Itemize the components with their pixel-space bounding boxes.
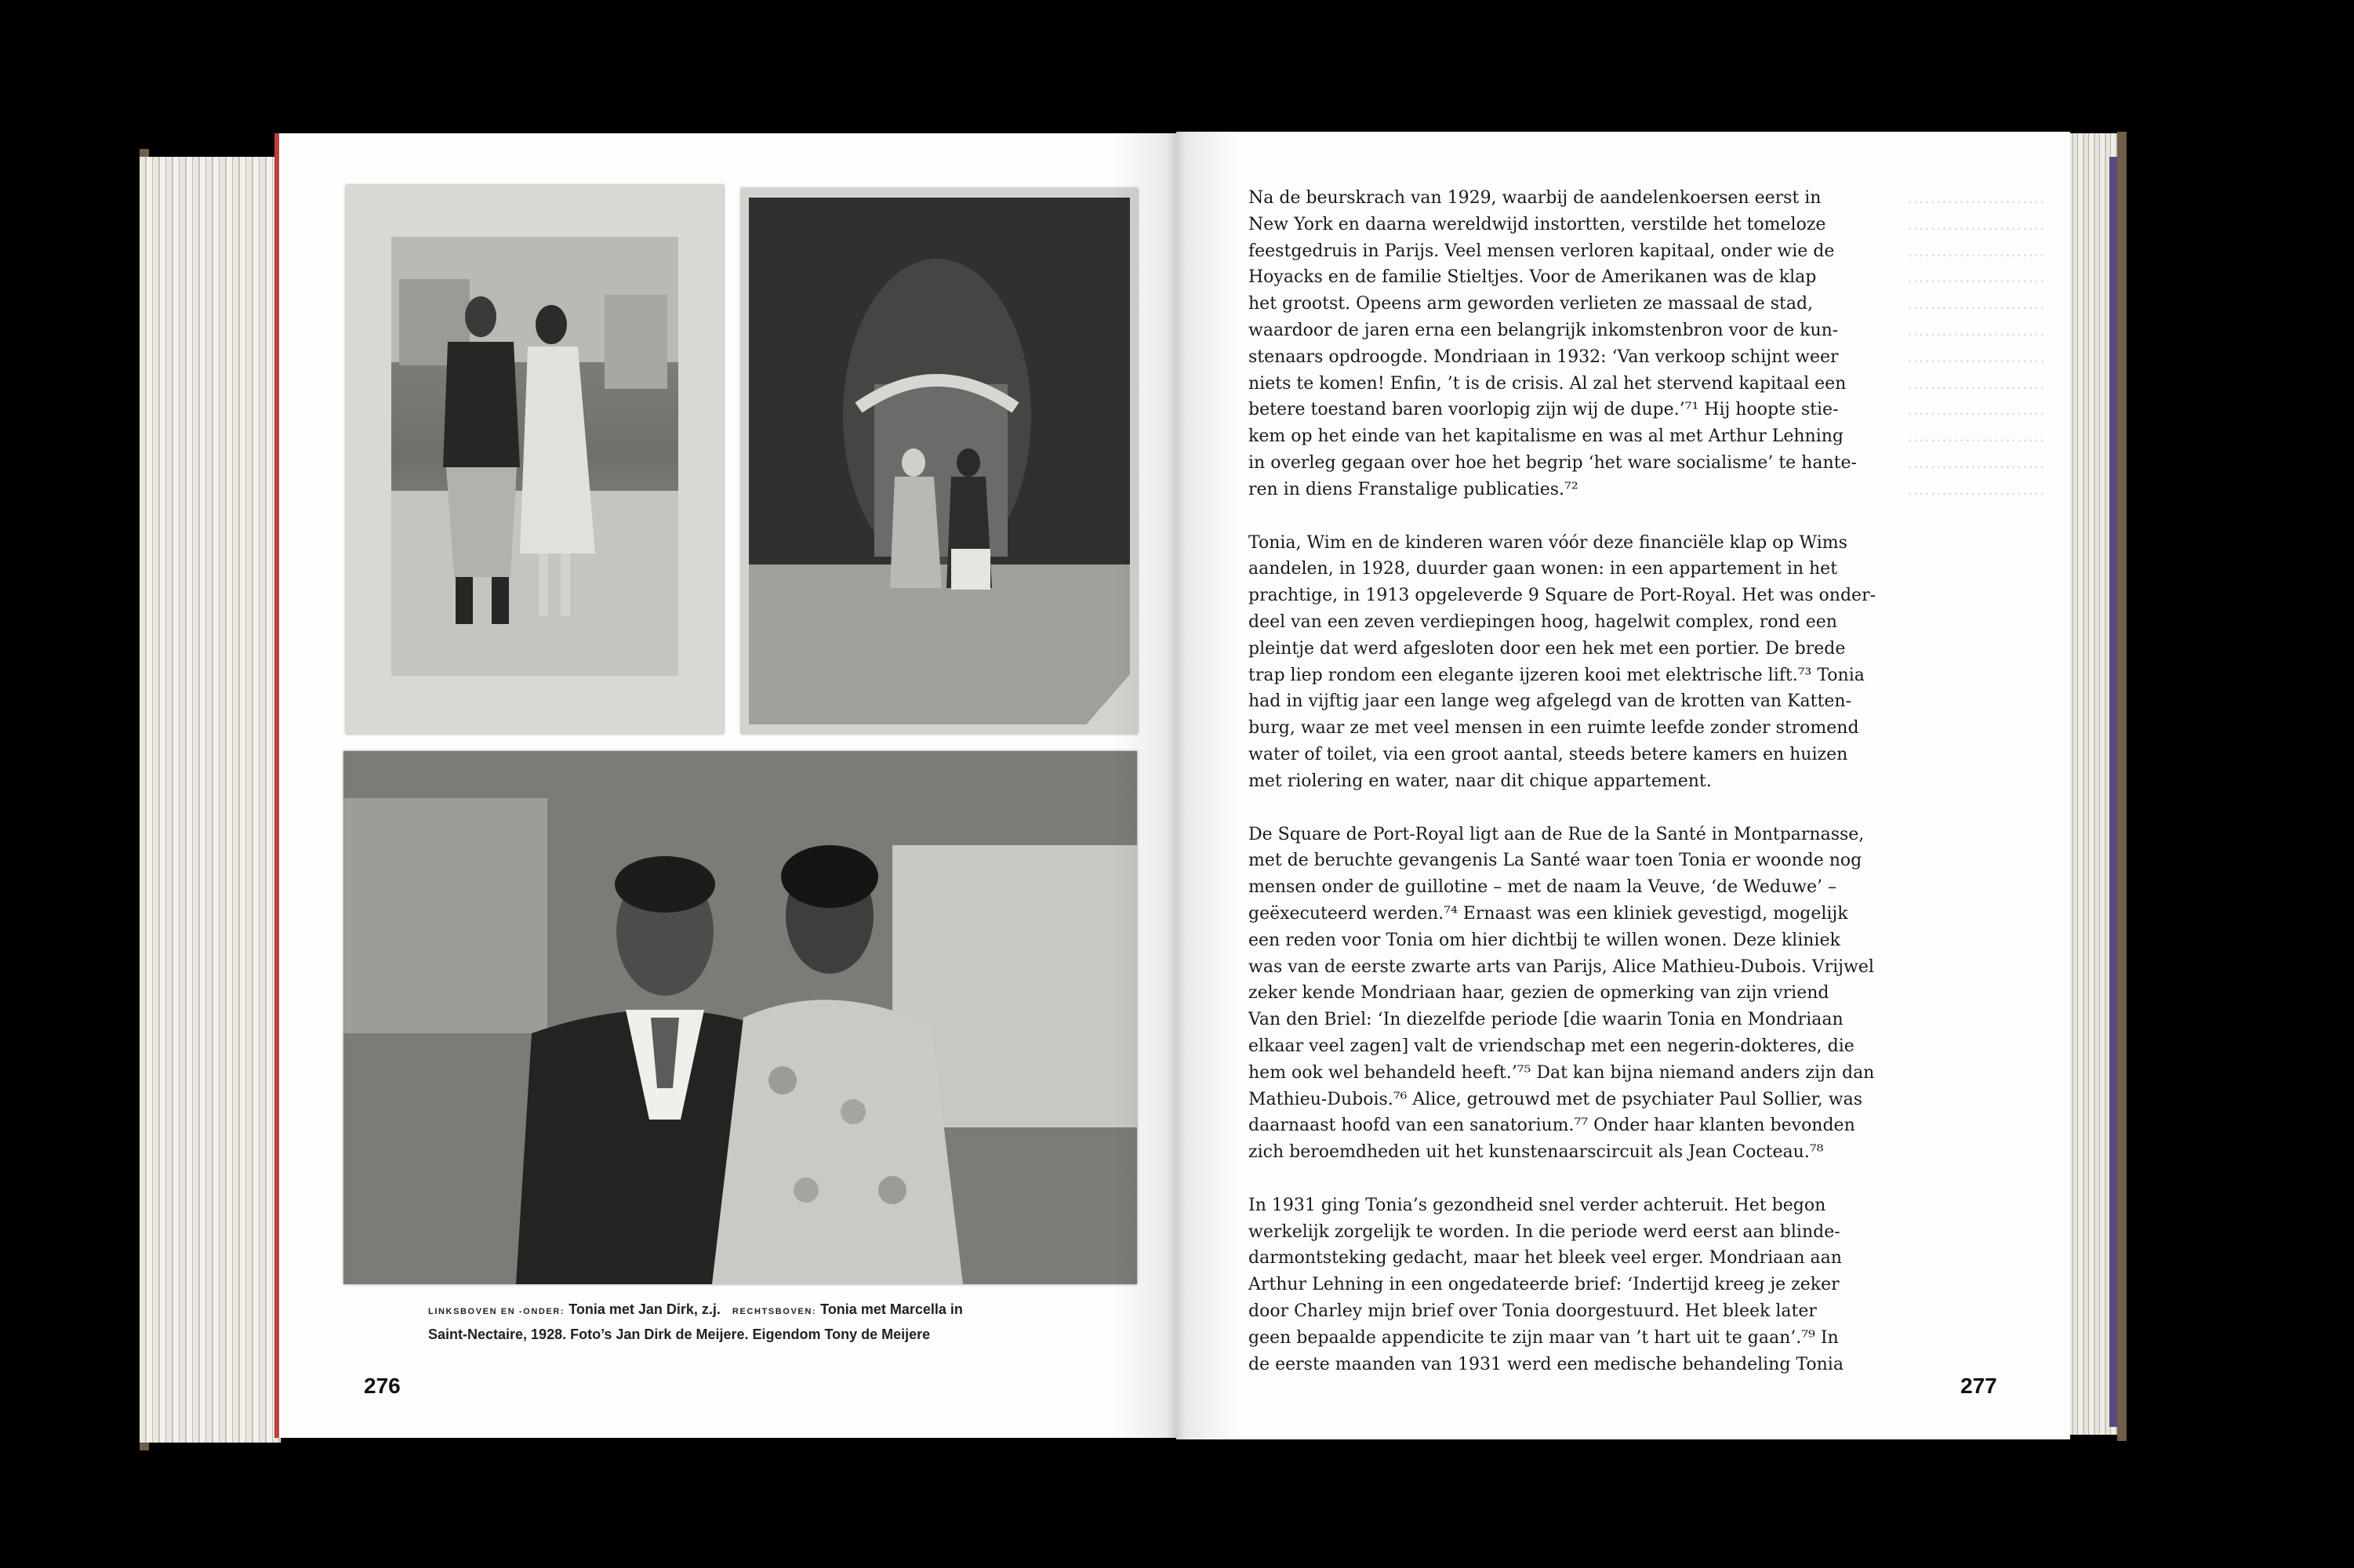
- caption-label-left: LINKSBOVEN EN -ONDER:: [428, 1307, 565, 1316]
- text-line: ren in diens Franstalige publicaties.⁷²: [1248, 479, 1578, 499]
- text-line: geëxecuteerd werden.⁷⁴ Ernaast was een kliniek gevestigd, mogelijk: [1248, 903, 1848, 924]
- text-line: de eerste maanden van 1931 werd een medische behandeling Tonia: [1248, 1354, 1844, 1374]
- text-line: elkaar veel zagen] valt de vriendschap met een negerin-dokteres, die: [1248, 1036, 1855, 1056]
- caption-text-right: Tonia met Marcella in: [820, 1301, 963, 1317]
- text-line: Van den Briel: ‘In diezelfde periode [die waarin Tonia en Mondriaan: [1248, 1010, 1844, 1030]
- text-line: daarnaast hoofd van een sanatorium.⁷⁷ Onder haar klanten bevonden: [1248, 1116, 1855, 1136]
- page-edges-left: [140, 157, 281, 1443]
- photo-tonia-jan-dirk-closeup: [343, 751, 1137, 1284]
- paragraph: [1248, 185, 1868, 503]
- text-line: met riolering en water, naar dit chique appartement.: [1248, 771, 1712, 791]
- text-line: hem ook wel behandeld heeft.’⁷⁵ Dat kan bijna niemand anders zijn dan: [1248, 1062, 1875, 1083]
- text-line: was van de eerste zwarte arts van Parijs, Alice Mathieu-Dubois. Vrijwel: [1248, 956, 1874, 977]
- paragraph: [1248, 530, 1876, 795]
- text-line: in overleg gegaan over hoe het begrip ‘het ware socialisme’ te hante-: [1248, 452, 1857, 473]
- text-line: De Square de Port-Royal ligt aan de Rue de la Santé in Montparnasse,: [1248, 824, 1865, 844]
- text-line: geen bepaalde appendicite te zijn maar van ’t hart uit te gaan’.⁷⁹ In: [1248, 1327, 1839, 1348]
- text-line: door Charley mijn brief over Tonia doorgestuurd. Het bleek later: [1248, 1301, 1817, 1322]
- bookmark-ribbon-edge: [2109, 157, 2117, 1427]
- text-line: Na de beurskrach van 1929, waarbij de aandelenkoersen eerst in: [1248, 188, 1822, 208]
- page-number-left: 276: [364, 1374, 401, 1398]
- text-line: had in vijftig jaar een lange weg afgelegd van de krotten van Katten-: [1248, 691, 1851, 712]
- text-line: prachtige, in 1913 opgeleverde 9 Square de Port-Royal. Het was onder-: [1248, 586, 1876, 606]
- text-line: mensen onder de guillotine – met de naam la Veuve, ‘de Weduwe’ –: [1248, 877, 1837, 898]
- show-through-text: …………………… …………………… …………………… …………………… …………………… …………………… …………………… …………………… …………………… …………………… …………………… ……………………: [1907, 188, 2045, 499]
- text-line: Hoyacks en de familie Stieltjes. Voor de Amerikanen was de klap: [1248, 267, 1817, 288]
- paragraph: [1248, 1192, 1868, 1378]
- text-line: Mathieu-Dubois.⁷⁶ Alice, getrouwd met de psychiater Paul Sollier, was: [1248, 1089, 1862, 1109]
- text-line: Arthur Lehning in een ongedateerde brief: ‘Indertijd kreeg je zeker: [1248, 1275, 1840, 1295]
- page-number-right: 277: [1960, 1374, 1997, 1398]
- text-line: darmontsteking gedacht, maar het bleek veel erger. Mondriaan aan: [1248, 1248, 1842, 1269]
- caption-text-left: Tonia met Jan Dirk, z.j.: [569, 1301, 721, 1317]
- text-line: niets te komen! Enfin, ’t is de crisis. Al zal het stervend kapitaal een: [1248, 373, 1847, 394]
- text-line: deel van een zeven verdiepingen hoog, hagelwit complex, rond een: [1248, 612, 1837, 632]
- photo-tonia-marcella: [741, 188, 1138, 734]
- text-line: feestgedruis in Parijs. Veel mensen verloren kapitaal, onder wie de: [1248, 241, 1835, 261]
- text-line: werkelijk zorgelijk te worden. In die periode werd eerst aan blinde-: [1248, 1221, 1840, 1242]
- text-line: stenaars opdroogde. Mondriaan in 1932: ‘Van verkoop schijnt weer: [1248, 347, 1839, 367]
- text-line: Tonia, Wim en de kinderen waren vóór deze financiële klap op Wims: [1248, 532, 1847, 553]
- text-line: In 1931 ging Tonia’s gezondheid snel verder achteruit. Het begon: [1248, 1195, 1826, 1215]
- paragraph: [1248, 822, 1875, 1166]
- caption-label-right: RECHTSBOVEN:: [732, 1307, 817, 1316]
- photo-caption: [428, 1298, 1071, 1346]
- left-page-red-edge: [274, 133, 279, 1438]
- text-line: burg, waar ze met veel mensen in een ruimte leefde zonder stromend: [1248, 718, 1859, 739]
- text-line: betere toestand baren voorlopig zijn wij de dupe.’⁷¹ Hij hoopte stie-: [1248, 400, 1839, 420]
- body-text: [1248, 185, 1876, 1404]
- text-line: aandelen, in 1928, duurder gaan wonen: in een appartement in het: [1248, 559, 1838, 579]
- text-line: pleintje dat werd afgesloten door een hek met een portier. De brede: [1248, 638, 1846, 659]
- photo-tonia-jan-dirk-standing: [346, 185, 724, 734]
- text-line: kem op het einde van het kapitalisme en was al met Arthur Lehning: [1248, 426, 1844, 447]
- text-line: het grootst. Opeens arm geworden verlieten ze massaal de stad,: [1248, 294, 1814, 314]
- text-line: waardoor de jaren erna een belangrijk inkomstenbron voor de kun-: [1248, 320, 1839, 340]
- text-line: een reden voor Tonia om hier dichtbij te willen wonen. Deze kliniek: [1248, 930, 1840, 950]
- text-line: zich beroemdheden uit het kunstenaarscircuit als Jean Cocteau.⁷⁸: [1248, 1142, 1824, 1163]
- text-line: water of toilet, via een groot aantal, steeds betere kamers en huizen: [1248, 744, 1848, 764]
- text-line: New York en daarna wereldwijd instortten, verstilde het tomeloze: [1248, 214, 1826, 234]
- book-cover-right-edge: [2117, 132, 2127, 1441]
- text-line: zeker kende Mondriaan haar, gezien de opmerking van zijn vriend: [1248, 983, 1829, 1004]
- caption-credit: Saint-Nectaire, 1928. Foto’s Jan Dirk de Meijere. Eigendom Tony de Meijere: [428, 1327, 931, 1342]
- text-line: met de beruchte gevangenis La Santé waar toen Tonia er woonde nog: [1248, 851, 1862, 871]
- text-line: trap liep rondom een elegante ijzeren kooi met elektrische lift.⁷³ Tonia: [1248, 665, 1865, 685]
